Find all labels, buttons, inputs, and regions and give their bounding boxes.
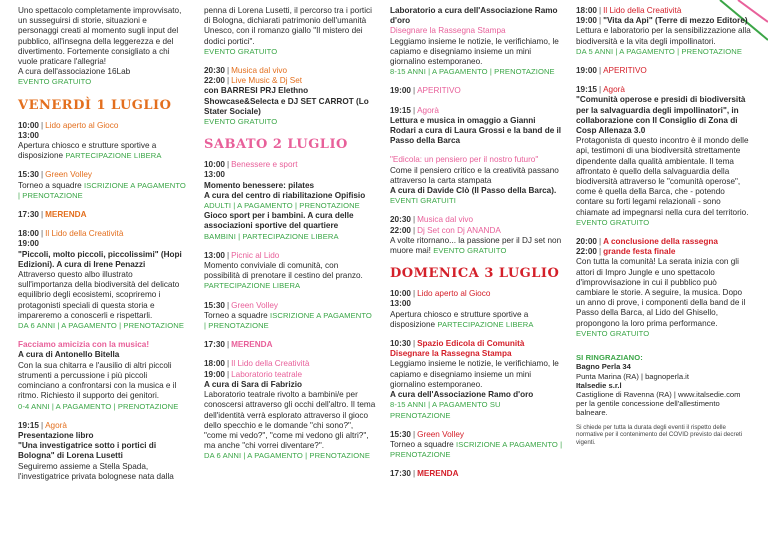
event-title: Lido aperto al Gioco (45, 120, 119, 130)
event-lido-creativita: 18:00 | Il Lido della Creatività 19:00 "Piccoli, molto piccoli, piccolissimi" (Hopi Edizioni). A cura di Irene Penazzi Attraverso questo albo illustrato sull'importanza della biodiversità del delicato equilibrio degli ecosistemi, scopriremo i protagonisti speciali di questa storia e impareremo a conoscerli e rispettarli. DA 6 ANNI | A PAGAMENTO | PRENOTAZIONE (18, 229, 184, 331)
event-merenda-sat: 17:30 | MERENDA (204, 340, 273, 350)
event-laboratorio-teatrale: 18:00 | Il Lido della Creatività 19:00 | Laboratorio teatrale A cura di Sara di Fabrizio Laboratorio teatrale rivolto a bambini/e per conoscersi attraverso gli occhi dell'altro. Il tema dell'identità verrà esplorato attraverso il gioco dello specchio e le domande "chi sono?", "come mi vedo?", "come mi vedono gli altri?", ma anche "chi vorrei diventare?". DA 6 ANNI | A PAGAMENTO | PRENOTAZIONE (204, 359, 376, 461)
event-tag: PARTECIPAZIONE LIBERA (65, 151, 162, 161)
event-dj-set: 20:30 | Musica dal vivo 22:00 | Dj Set con Dj ANANDA A volte ritornano... la passione per il DJ set non muore mai! EVENTO GRATUITO (390, 215, 562, 256)
event-merenda: 17:30 | MERENDA (18, 210, 87, 220)
intro-text: Uno spettacolo completamente improvvisato, un susseguirsi di storie, situazioni e personaggi creati al momento sugli input del pubblico, all'insegna della leggerezza e del divertimento. Fortemente consigliato a chi vuole praticare l'allegria! (18, 6, 182, 67)
event-lido-gioco: 10:00 | Lido aperto al Gioco 13:00 Apertura chiosco e strutture sportive a disposizione PARTECIPAZIONE LIBERA (18, 121, 188, 162)
event-festa-finale: 20:00 | A conclusione della rassegna 22:00 | grande festa finale Con tutta la comunità! La serata inizia con gli attori di Impro Jungle e uno spettacolo d'improvvisazione in cui il pubblico può cambiare le storie. A seguire, la musica. Dopo un anno di prove, i componenti della band de il Passo della Barca, al Lido del Ghisello, propongono la loro prima performance. EVENTO GRATUITO (576, 237, 746, 338)
event-vita-da-api: 18:00 | Il Lido della Creatività 19:00 | "Vita da Api" (Terre di mezzo Editore) Lettura e laboratorio per la sensibilizzazione alla biodiversità e la vita degli impollinatori. DA 5 ANNI | A PAGAMENTO | PRENOTAZIONE (576, 6, 751, 56)
column-4 (576, 6, 752, 446)
event-agora-api: 19:15 | Agorà "Comunità operose e presidi di biodiversità per la salvaguardia degli impollinatori", in collaborazione con Il Consiglio di Zona di Cosp Allenaza 3.0 Protagonista di questo incontro è il mondo delle api, testimoni di una biodiversità strettamente dipendente dalla qualità ambientale. Il tema affrontato è quello della salvaguardia della biodiversità attraverso le "comunità operose", come è quella della Barca, che - potendo contare su forti legami relazionali - sono chiamate ad impegnarsi nella cura del territorio. EVENTO GRATUITO (576, 85, 749, 227)
event-green-volley-sat: 15:30 | Green Volley Torneo a squadre ISCRIZIONE A PAGAMENTO | PRENOTAZIONE (204, 300, 372, 331)
column-1 (18, 6, 188, 482)
thanks-block: SI RINGRAZIANO: Bagno Perla 34 Punta Marina (RA) | bagnoperla.it Italsedie s.r.l Castiglione di Ravenna (RA) | www.italsedie.com per la gentile concessione dell'allestimento balneare. (576, 353, 752, 417)
day-heading-saturday: SABATO 2 LUGLIO (204, 137, 348, 153)
event-rassegna-sat: Laboratorio a cura dell'Associazione Ramo d'oro Disegnare la Rassegna Stampa Leggiamo insieme le notizie, le verifichiamo, le capiamo e disegniamo insieme un mini giornalino estemporaneo. 8-15 ANNI | A PAGAMENTO | PRENOTAZIONE (390, 6, 559, 77)
continued-text: penna di Lorena Lusetti, il percorso tra i portici di Bologna, dichiarati patrimonio dell'umanità Unesco, con il romanzo giallo "Il mistero dei dodici portici". (204, 6, 372, 46)
event-musica-amicizia: Facciamo amicizia con la musica! A cura di Antonello Bitella Con la sua chitarra e l'ausilio di altri piccoli strumenti a percussione i più piccoli cominciano a confrontarsi con la musica e il ritmo. Richiesto il supporto dei genitori. 0-4 ANNI | A PAGAMENTO | PRENOTAZIONE (18, 340, 179, 411)
event-benessere: 10:00 | Benessere e sport 13:00 Momento benessere: pilates A cura del centro di riabilitazione Opifisio ADULTI | A PAGAMENTO | PRENOTAZIONE Gioco sport per i bambini. A cura delle associazioni sportive del quartiere BAMBINI | PARTECIPAZIONE LIBERA (204, 160, 366, 241)
event-merenda-sun: 17:30 | MERENDA (390, 469, 459, 479)
covid-note: Si chiede per tutta la durata degli eventi il rispetto delle normative per il contenimento del COVID previsto dai decreti vigenti. (576, 423, 743, 446)
event-green-volley: 15:30 | Green Volley Torneo a squadre ISCRIZIONE A PAGAMENTO | PRENOTAZIONE (18, 170, 186, 200)
event-edicola-comunita: 10:30 | Spazio Edicola di Comunità Disegnare la Rassegna Stampa Leggiamo insieme le notizie, le verifichiamo, le capiamo e disegniamo insieme un mini giornalino estemporaneo. A cura dell'Associazione Ramo d'oro 8-15 ANNI | A PAGAMENTO SU PRENOTAZIONE (390, 339, 559, 420)
event-lido-gioco-sun: 10:00 | Lido aperto al Gioco 13:00 Apertura chiosco e strutture sportive a disposizione PARTECIPAZIONE LIBERA (390, 289, 534, 329)
column-2: penna di Lorena Lusetti, il percorso tra i portici di Bologna, dichiarati patrimonio dell'umanità Unesco, con il romanzo giallo "Il mistero dei dodici portici". EVENTO GRATUITO 20:30 | Musica dal vivo 22:00 | Live Music & Dj Set con BARRESI PRJ Elethno Showcase&Selecta e DJ SET CARROT (Lo Stater Sociale) EVENTO GRATUITO SABATO 2 LUGLIO 10:00 | Benessere e sport 13:00 Momento benessere: pilates A cura del centro di riabilitazione Opifisio ADULTI | A PAGAMENTO | PRENOTAZIONE Gioco sport per i bambini. A cura delle associazioni sportive del quartiere BAMBINI | PARTECIPAZIONE LIBERA 13:00 | Picnic al Lido Momento conviviale di comunità, con possibilità di prenotare il cestino del pranzo. PARTECIPAZIONE LIBERA 15:30 | Green Volley Torneo a squadre ISCRIZIONE A PAGAMENTO | PRENOTAZIONE 17:30 | MERENDA 18:00 | Il Lido della Creatività 19:00 | Laboratorio teatrale A cura di Sara di Fabrizio Laboratorio teatrale rivolto a bambini/e per conoscersi attraverso gli occhi dell'altro. Il tema dell'identità verrà esplorato attraverso il gioco dello specchio e le domande "chi sono?", "come mi vedo?", "come mi vedono gli altri?", ma anche "chi vorrei diventare?". DA 6 ANNI | A PAGAMENTO | PRENOTAZIONE (204, 6, 376, 461)
event-aperitivo-sun: 19:00 | APERITIVO (576, 66, 647, 76)
intro-cura: A cura dell'associazione 16Lab (18, 67, 131, 77)
event-aperitivo-sat: 19:00 | APERITIVO (390, 86, 461, 96)
day-heading-friday: VENERDÌ 1 LUGLIO (18, 97, 172, 113)
event-musica-vivo: 20:30 | Musica dal vivo 22:00 | Live Music & Dj Set con BARRESI PRJ Elethno Showcase&Selecta e DJ SET CARROT (Lo Stater Sociale) EVENTO GRATUITO (204, 66, 369, 127)
event-desc: Apertura chiosco e strutture sportive a disposizione (18, 141, 157, 161)
intro-tag: EVENTO GRATUITO (18, 77, 92, 87)
event-picnic: 13:00 | Picnic al Lido Momento conviviale di comunità, con possibilità di prenotare il cestino del pranzo. PARTECIPAZIONE LIBERA (204, 250, 363, 291)
event-green-volley-sun: 15:30 | Green Volley Torneo a squadre ISCRIZIONE A PAGAMENTO | PRENOTAZIONE (390, 429, 563, 460)
day-heading-sunday: DOMENICA 3 LUGLIO (390, 266, 560, 282)
event-edicola-futuro: "Edicola: un pensiero per il nostro futuro" Come il pensiero critico e la creatività passano attraverso la carta stampata A cura di Davide Clò (Il Passo della Barca). EVENTI GRATUITI (390, 155, 559, 206)
column-3 (390, 6, 563, 480)
event-time-end: 13:00 (18, 130, 39, 140)
event-agora-rodari: 19:15 | Agorà Lettura e musica in omaggio a Gianni Rodari a cura di Laura Grossi e la band de il Passo della Barca (390, 105, 562, 146)
event-agora-libro: 19:15 | Agorà Presentazione libro "Una investigatrice sotto i portici di Bologna" di Lorena Lusetti Seguiremo assieme a Stella Spada, l'investigatrice privata bolognese nata dalla (18, 420, 174, 481)
event-time: 10:00 (18, 120, 39, 130)
thanks-title: SI RINGRAZIANO: (576, 353, 643, 363)
